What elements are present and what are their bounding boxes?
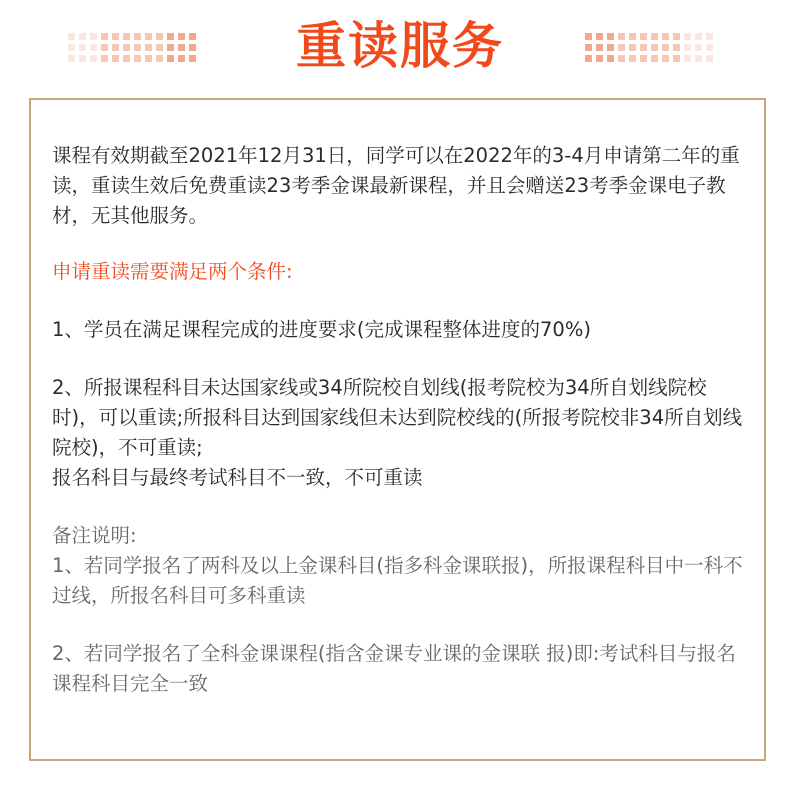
notes-heading: 备注说明:: [52, 524, 137, 547]
page-title: 重读服务: [296, 17, 504, 75]
intro-paragraph: 课程有效期截至2021年12月31日，同学可以在2022年的3-4月申请第二年的重读，重读生效后免费重读23考季金课最新课程，并且会赠送23考季金课电子教材，无其他服务。: [52, 144, 740, 227]
condition-item-2: 2、所报课程科目未达国家线或34所院校自划线(报考院校为34所自划线院校时)，可以重读;所报科目达到国家线但未达到院校线的(所报考院校非34所自划线院校)，不可重读;: [52, 376, 743, 459]
condition-item-2-extra: 报名科目与最终考试科目不一致，不可重读: [52, 466, 423, 489]
decorative-dots-right: [585, 33, 713, 62]
note-item-2: 2、若同学报名了全科金课课程(指含金课专业课的金课联 报)即:考试科目与报名课程科目完全一致: [52, 642, 736, 695]
condition-item-1: 1、学员在满足课程完成的进度要求(完成课程整体进度的70%): [52, 318, 591, 341]
content-body: [52, 141, 752, 699]
conditions-heading: 申请重读需要满足两个条件:: [52, 260, 293, 283]
note-item-1: 1、若同学报名了两科及以上金课科目(指多科金课联报)，所报课程科目中一科不过线，所报名科目可多科重读: [52, 554, 743, 607]
